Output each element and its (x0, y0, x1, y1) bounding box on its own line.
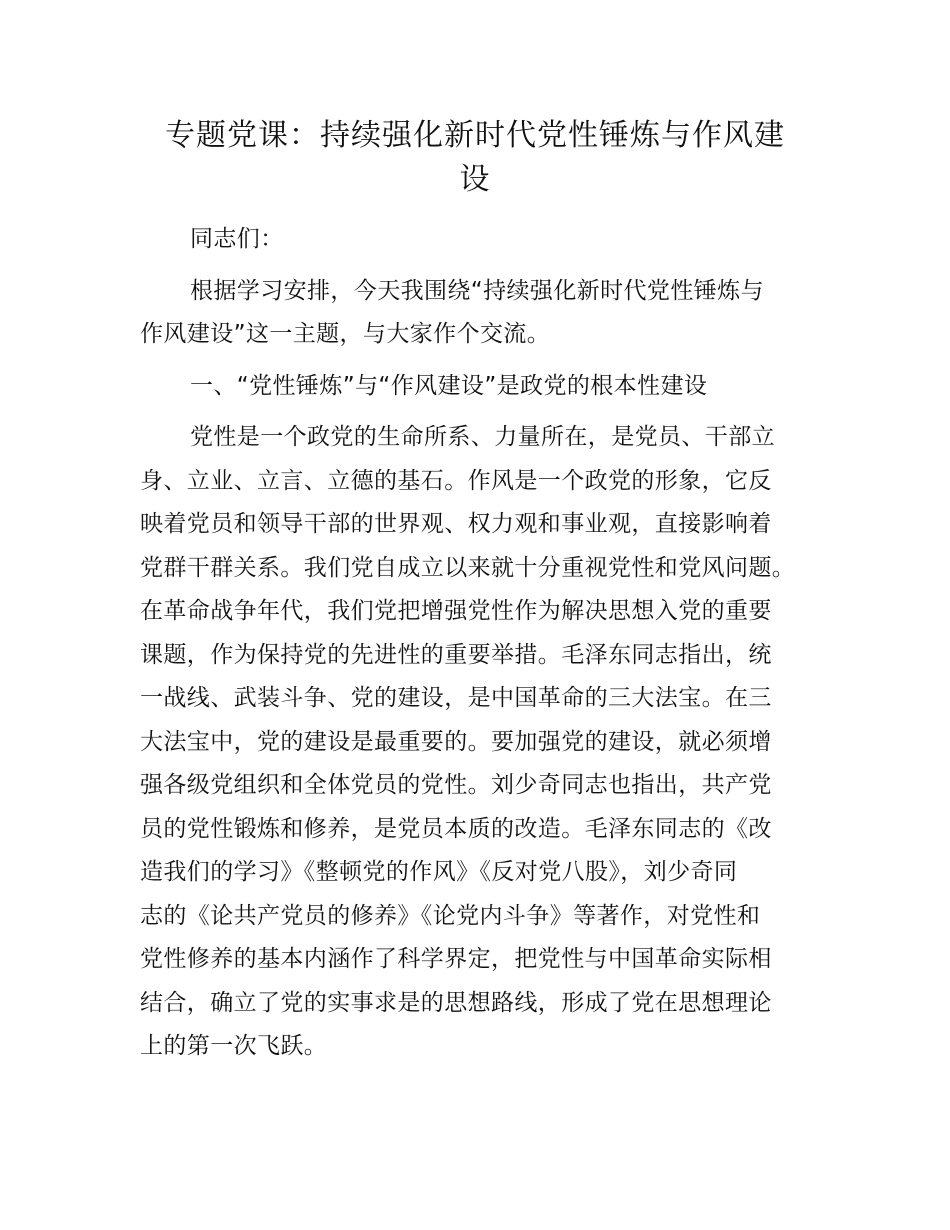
title-line: 专题党课：持续强化新时代党性锤炼与作风建 (165, 118, 785, 153)
paragraph-line: 课题，作为保持党的先进性的重要举措。毛泽东同志指出，统 (140, 641, 772, 668)
section-heading: 一、“党性锤炼”与“作风建设”是政党的根本性建设 (190, 372, 708, 399)
intro-paragraph (140, 270, 840, 357)
paragraph-line: 根据学习安排，今天我围绕“持续强化新时代党性锤炼与 (190, 277, 764, 304)
paragraph-line: 党性修养的基本内涵作了科学界定，把党性与中国革命实际相 (140, 946, 772, 972)
paragraph-line: 员的党性锻炼和修养，是党员本质的改造。毛泽东同志的《改 (140, 815, 772, 842)
paragraph-line: 大法宝中，党的建设是最重要的。要加强党的建设，就必须增 (140, 728, 772, 755)
paragraph-line: 一战线、武装斗争、党的建设，是中国革命的三大法宝。在三 (140, 685, 772, 711)
document-body (140, 218, 840, 1069)
paragraph-line: 结合，确立了党的实事求是的思想路线，形成了党在思想理论 (140, 989, 772, 1016)
paragraph-line: 作风建设”这一主题，与大家作个交流。 (140, 321, 551, 347)
paragraph-line: 映着党员和领导干部的世界观、权力观和事业观，直接影响着 (140, 511, 772, 537)
paragraph-line: 身、立业、立言、立德的基石。作风是一个政党的形象，它反 (140, 467, 772, 494)
paragraph-line: 党群干群关系。我们党自成立以来就十分重视党性和党风问题。 (140, 554, 796, 581)
title-line: 设 (459, 162, 491, 197)
paragraph-line: 在革命战争年代，我们党把增强党性作为解决思想入党的重要 (140, 598, 772, 624)
paragraph-line: 志的《论共产党员的修养》《论党内斗争》等著作，对党性和 (140, 902, 761, 929)
body-paragraph (140, 416, 840, 1069)
salutation: 同志们： (190, 226, 284, 252)
document-title (140, 114, 810, 202)
paragraph-line: 强各级党组织和全体党员的党性。刘少奇同志也指出，共产党 (140, 772, 772, 798)
paragraph-line: 造我们的学习》《整顿党的作风》《反对党八股》，刘少奇同 (140, 859, 738, 885)
paragraph-line: 上的第一次飞跃。 (140, 1033, 328, 1059)
paragraph-line: 党性是一个政党的生命所系、力量所在，是党员、干部立 (190, 424, 775, 450)
